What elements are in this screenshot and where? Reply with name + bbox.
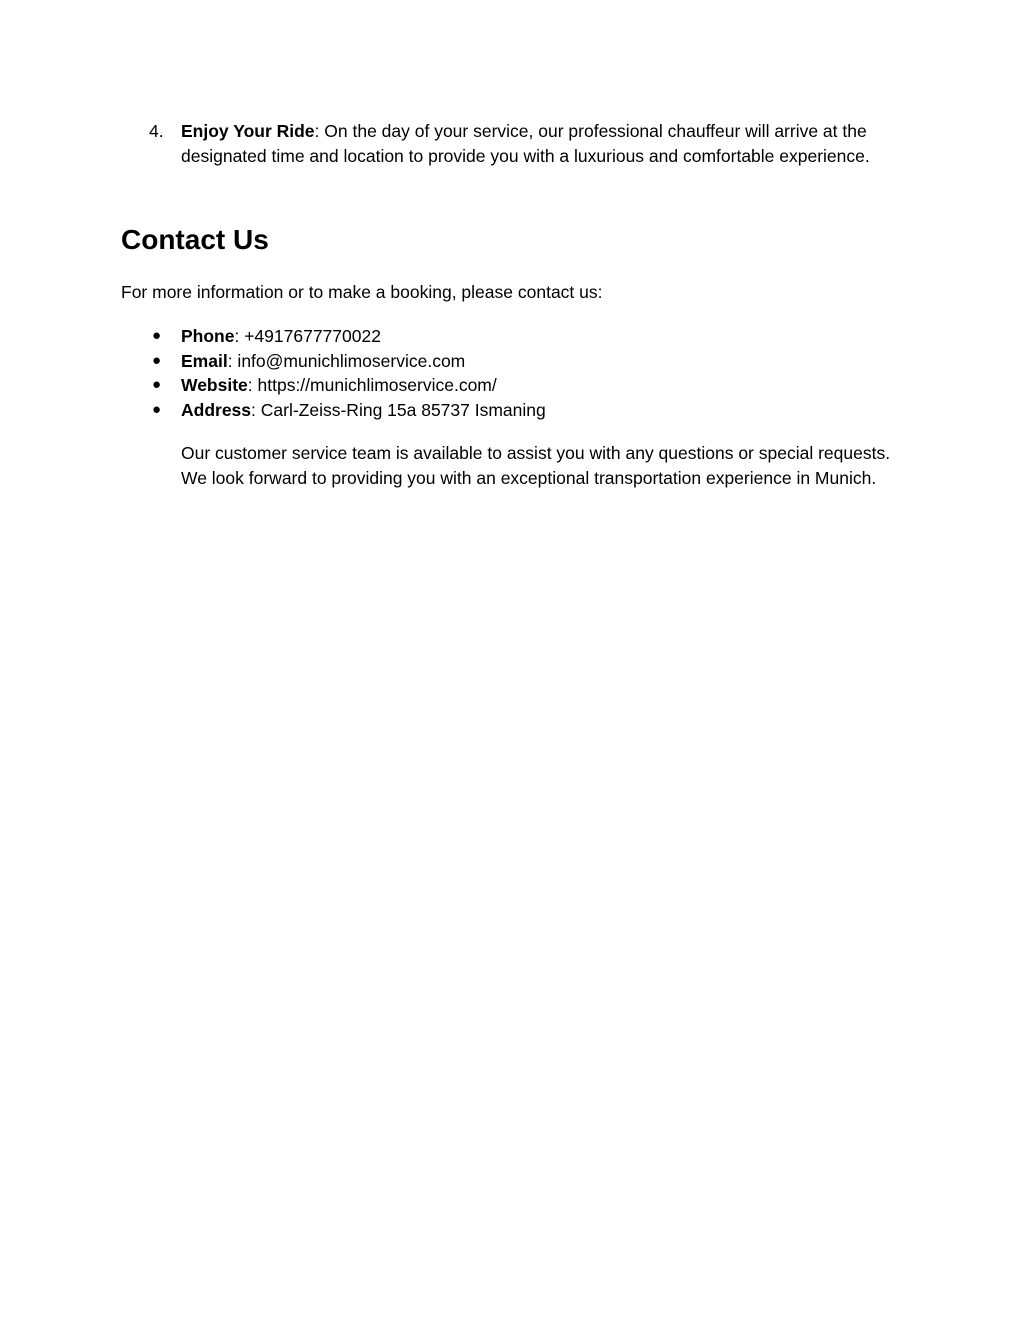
- contact-item-phone: [121, 324, 546, 349]
- closing-paragraph: Our customer service team is available to assist you with any questions or special requests. We look forward to providing you with an exceptional transportation experience in Munich.: [181, 443, 891, 488]
- contact-label: Email: [181, 350, 228, 371]
- contact-item-address: [121, 398, 546, 423]
- contact-item-email: [121, 349, 546, 374]
- bullet-icon: ●: [152, 376, 162, 393]
- contact-value: : +4917677770022: [234, 326, 381, 346]
- bullet-icon: ●: [152, 327, 162, 344]
- contact-heading: Contact Us: [121, 224, 269, 255]
- list-item-description: : On the day of your service, our professional chauffeur will arrive at the designated time and location to provide you with a luxurious and comfortable experience.: [181, 121, 870, 166]
- contact-value: : Carl-Zeiss-Ring 15a 85737 Ismaning: [251, 399, 546, 420]
- list-number: 4.: [149, 121, 164, 141]
- bullet-icon: ●: [152, 400, 162, 418]
- list-item-term: Enjoy Your Ride: [181, 121, 315, 141]
- list-item-text: [181, 119, 911, 168]
- contact-value: : info@munichlimoservice.com: [227, 350, 466, 371]
- contact-intro: For more information or to make a booking, please contact us:: [121, 282, 603, 302]
- contact-label: Website: [181, 375, 248, 395]
- contact-label: Phone: [181, 326, 235, 346]
- contact-value: : https://munichlimoservice.com/: [247, 375, 497, 395]
- bullet-icon: ●: [152, 351, 162, 369]
- contact-item-website: [121, 373, 546, 398]
- contact-list: [121, 324, 546, 422]
- contact-label: Address: [181, 399, 252, 420]
